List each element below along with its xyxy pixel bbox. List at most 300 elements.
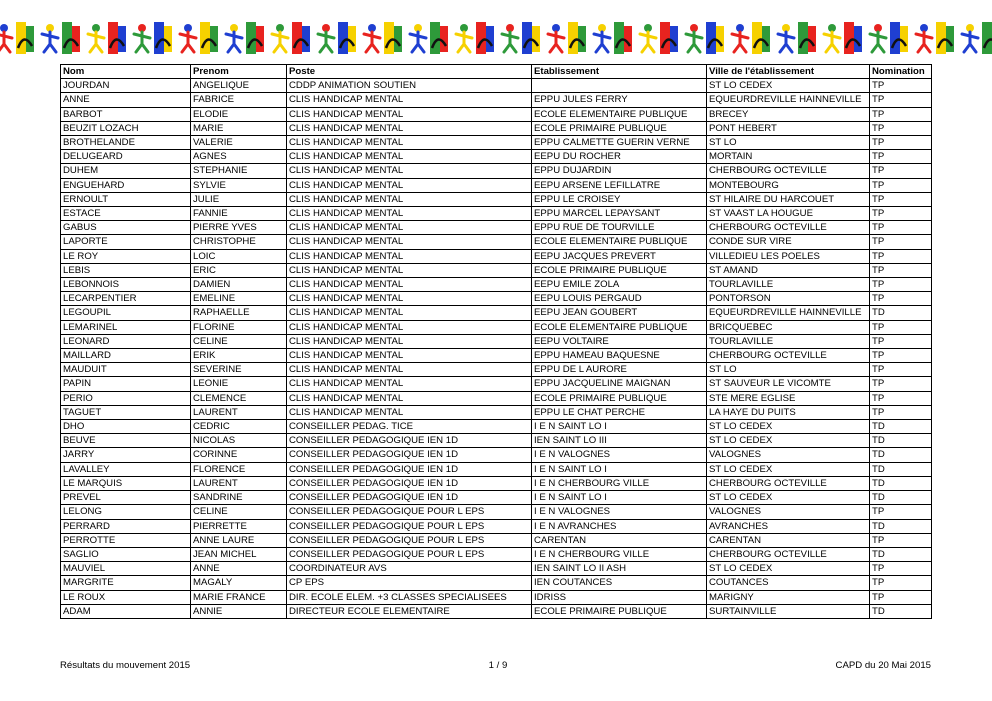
table-row [61,533,932,547]
table-cell: SYLVIE [191,178,287,192]
table-cell: LEBIS [61,263,191,277]
banner-figure-icon [318,22,356,54]
table-cell: I E N SAINT LO I [532,462,707,476]
banner-figure-icon [548,22,586,54]
table-cell: EPPU CALMETTE GUERIN VERNE [532,136,707,150]
table-cell: ENGUEHARD [61,178,191,192]
table-cell: EEPU LOUIS PERGAUD [532,292,707,306]
table-cell: CLIS HANDICAP MENTAL [287,278,532,292]
table-cell: TOURLAVILLE [707,334,870,348]
column-header: Poste [287,65,532,79]
table-cell: VALOGNES [707,448,870,462]
banner-figure-icon [364,22,402,54]
table-row [61,547,932,561]
table-cell: STEPHANIE [191,164,287,178]
banner-figure-icon [134,22,172,54]
table-row [61,604,932,618]
table-cell: SURTAINVILLE [707,604,870,618]
banner-figure-icon [410,22,448,54]
table-cell: CLIS HANDICAP MENTAL [287,207,532,221]
table-cell: LOIC [191,249,287,263]
table-cell: MARIE FRANCE [191,590,287,604]
table-row [61,79,932,93]
table-cell: FLORENCE [191,462,287,476]
table-cell: BARBOT [61,107,191,121]
table-cell: LEONARD [61,334,191,348]
table-cell: ST VAAST LA HOUGUE [707,207,870,221]
table-cell: TD [870,434,932,448]
table-cell: IDRISS [532,590,707,604]
table-cell: CLIS HANDICAP MENTAL [287,263,532,277]
table-cell: LA HAYE DU PUITS [707,405,870,419]
table-cell: CONSEILLER PEDAGOGIQUE IEN 1D [287,434,532,448]
table-cell: TP [870,292,932,306]
table-cell: MORTAIN [707,150,870,164]
table-cell: ST LO CEDEX [707,491,870,505]
table-cell: ANNE LAURE [191,533,287,547]
table-cell: CLIS HANDICAP MENTAL [287,178,532,192]
table-cell: LELONG [61,505,191,519]
table-cell: TP [870,164,932,178]
table-cell: DAMIEN [191,278,287,292]
table-cell: TP [870,505,932,519]
table-cell: EPPU RUE DE TOURVILLE [532,221,707,235]
column-header: Ville de l'établissement [707,65,870,79]
table-cell: GABUS [61,221,191,235]
table-cell: ELODIE [191,107,287,121]
table-cell: ST LO CEDEX [707,434,870,448]
table-cell: JARRY [61,448,191,462]
table-row [61,519,932,533]
table-row [61,576,932,590]
table-cell: FABRICE [191,93,287,107]
table-cell: BROTHELANDE [61,136,191,150]
table-cell: TD [870,547,932,561]
table-cell: ADAM [61,604,191,618]
table-cell: TP [870,363,932,377]
table-cell: CHERBOURG OCTEVILLE [707,164,870,178]
banner-figure-icon [778,22,816,54]
table-row [61,349,932,363]
table-cell: ECOLE PRIMAIRE PUBLIQUE [532,391,707,405]
table-cell: LEMARINEL [61,320,191,334]
table-row [61,278,932,292]
table-cell: MONTEBOURG [707,178,870,192]
table-cell: EEPU ARSENE LEFILLATRE [532,178,707,192]
table-cell: TD [870,306,932,320]
table-cell: JOURDAN [61,79,191,93]
table-cell: MARIE [191,121,287,135]
table-cell: CLIS HANDICAP MENTAL [287,306,532,320]
table-row [61,207,932,221]
table-cell: TP [870,576,932,590]
table-row [61,434,932,448]
table-cell: EPPU LE CROISEY [532,192,707,206]
table-cell: PONT HEBERT [707,121,870,135]
table-cell: CONSEILLER PEDAGOGIQUE IEN 1D [287,448,532,462]
table-cell: BRECEY [707,107,870,121]
table-cell: NICOLAS [191,434,287,448]
table-cell: CHERBOURG OCTEVILLE [707,547,870,561]
table-cell: LEONIE [191,377,287,391]
table-cell: I E N CHERBOURG VILLE [532,547,707,561]
table-cell: JEAN MICHEL [191,547,287,561]
table-row [61,562,932,576]
table-cell: PERROTTE [61,533,191,547]
table-cell: TP [870,533,932,547]
table-cell: CLIS HANDICAP MENTAL [287,249,532,263]
table-cell: EEPU JACQUES PREVERT [532,249,707,263]
table-row [61,107,932,121]
table-cell: EPPU LE CHAT PERCHE [532,405,707,419]
table-cell: EEPU JEAN GOUBERT [532,306,707,320]
table-cell: DUHEM [61,164,191,178]
table-cell: CONSEILLER PEDAGOGIQUE POUR L EPS [287,505,532,519]
table-cell: I E N SAINT LO I [532,491,707,505]
banner-figure-icon [640,22,678,54]
table-cell: CHRISTOPHE [191,235,287,249]
table-cell: TP [870,93,932,107]
table-cell: CONSEILLER PEDAGOGIQUE POUR L EPS [287,547,532,561]
table-cell: CLIS HANDICAP MENTAL [287,93,532,107]
table-cell: TP [870,562,932,576]
table-row [61,306,932,320]
banner-figure-icon [824,22,862,54]
table-cell: TD [870,448,932,462]
table-cell: CELINE [191,505,287,519]
banner-figure-icon [456,22,494,54]
table-cell: SEVERINE [191,363,287,377]
table-cell: CLIS HANDICAP MENTAL [287,391,532,405]
table-cell: CARENTAN [707,533,870,547]
table-row [61,263,932,277]
banner-figure-icon [594,22,632,54]
table-row [61,164,932,178]
table-cell: LE ROY [61,249,191,263]
table-row [61,420,932,434]
table-cell: ST LO CEDEX [707,420,870,434]
table-cell: ECOLE ELEMENTAIRE PUBLIQUE [532,107,707,121]
table-cell: CHERBOURG OCTEVILLE [707,349,870,363]
table-body [61,79,932,619]
table-row [61,491,932,505]
table-cell: ESTACE [61,207,191,221]
table-cell: EEPU VOLTAIRE [532,334,707,348]
table-cell: PREVEL [61,491,191,505]
table-cell: ST LO CEDEX [707,562,870,576]
table-cell: FLORINE [191,320,287,334]
table-cell: ST AMAND [707,263,870,277]
table-cell: CONSEILLER PEDAG. TICE [287,420,532,434]
table-cell: CHERBOURG OCTEVILLE [707,476,870,490]
table-cell: CONSEILLER PEDAGOGIQUE IEN 1D [287,476,532,490]
table-cell: BEUZIT LOZACH [61,121,191,135]
table-cell: TP [870,121,932,135]
table-cell: TAGUET [61,405,191,419]
table-cell: TP [870,107,932,121]
table-cell: DELUGEARD [61,150,191,164]
table-row [61,377,932,391]
table-cell: CLIS HANDICAP MENTAL [287,136,532,150]
table-cell: JULIE [191,192,287,206]
footer-left: Résultats du mouvement 2015 [60,660,191,671]
banner-figure-icon [686,22,724,54]
decorative-banner [0,18,992,60]
table-cell: CONSEILLER PEDAGOGIQUE POUR L EPS [287,519,532,533]
table-cell: LE ROUX [61,590,191,604]
table-row [61,391,932,405]
table-cell: CP EPS [287,576,532,590]
table-cell: I E N VALOGNES [532,448,707,462]
table-row [61,192,932,206]
table-cell: ERNOULT [61,192,191,206]
banner-figure-icon [272,22,310,54]
table-cell: ST LO CEDEX [707,462,870,476]
table-cell: CHERBOURG OCTEVILLE [707,221,870,235]
table-cell: EPPU JULES FERRY [532,93,707,107]
table-cell: LAURENT [191,405,287,419]
table-cell: PONTORSON [707,292,870,306]
table-row [61,235,932,249]
table-row [61,93,932,107]
table-row [61,292,932,306]
table-cell: CLIS HANDICAP MENTAL [287,320,532,334]
table-cell: CLIS HANDICAP MENTAL [287,121,532,135]
banner-figure-icon [916,22,954,54]
table-row [61,136,932,150]
table-cell: ST SAUVEUR LE VICOMTE [707,377,870,391]
table-cell: CELINE [191,334,287,348]
table-cell: CLIS HANDICAP MENTAL [287,221,532,235]
banner-figure-icon [226,22,264,54]
table-cell: ST LO [707,136,870,150]
banner-figure-icon [962,22,992,54]
table-cell: CORINNE [191,448,287,462]
table-cell: EQUEURDREVILLE HAINNEVILLE [707,93,870,107]
table-row [61,476,932,490]
table-cell: TP [870,249,932,263]
table-cell: ST LO CEDEX [707,79,870,93]
table-row [61,448,932,462]
table-cell: COORDINATEUR AVS [287,562,532,576]
table-cell: RAPHAELLE [191,306,287,320]
table-row [61,150,932,164]
table-cell: CLIS HANDICAP MENTAL [287,405,532,419]
banner-figures [0,18,992,60]
table-cell: MAILLARD [61,349,191,363]
banner-figure-icon [502,22,540,54]
table-cell: CONDE SUR VIRE [707,235,870,249]
table-row [61,221,932,235]
table-cell: TP [870,150,932,164]
table-row [61,405,932,419]
table-cell: ECOLE PRIMAIRE PUBLIQUE [532,604,707,618]
table-cell: VILLEDIEU LES POELES [707,249,870,263]
table-cell: SAGLIO [61,547,191,561]
table-row [61,249,932,263]
table-cell: CLIS HANDICAP MENTAL [287,377,532,391]
table-cell: EPPU MARCEL LEPAYSANT [532,207,707,221]
table-cell: CEDRIC [191,420,287,434]
table-cell: STE MERE EGLISE [707,391,870,405]
table-cell: PERIO [61,391,191,405]
table-cell: IEN COUTANCES [532,576,707,590]
table-cell: CLEMENCE [191,391,287,405]
table-cell: TP [870,263,932,277]
table-cell: I E N AVRANCHES [532,519,707,533]
table-cell: CLIS HANDICAP MENTAL [287,150,532,164]
table-cell: MAGALY [191,576,287,590]
table-cell: ST LO [707,363,870,377]
banner-figure-icon [870,22,908,54]
table-cell: TP [870,207,932,221]
table-cell: LAPORTE [61,235,191,249]
table-cell: LEBONNOIS [61,278,191,292]
table-cell: EQUEURDREVILLE HAINNEVILLE [707,306,870,320]
table-cell: COUTANCES [707,576,870,590]
table-cell: TD [870,462,932,476]
table-cell: EPPU HAMEAU BAQUESNE [532,349,707,363]
table-cell: CARENTAN [532,533,707,547]
banner-figure-icon [88,22,126,54]
table-cell: TP [870,79,932,93]
table-cell: CLIS HANDICAP MENTAL [287,192,532,206]
table-cell: ERIC [191,263,287,277]
banner-figure-icon [732,22,770,54]
table-cell: EEPU DU ROCHER [532,150,707,164]
table-cell: TP [870,405,932,419]
table-cell: CLIS HANDICAP MENTAL [287,334,532,348]
table-cell: BRICQUEBEC [707,320,870,334]
table-cell: TP [870,391,932,405]
table-cell: EPPU DUJARDIN [532,164,707,178]
table-cell: LEGOUPIL [61,306,191,320]
table-cell: DIR. ECOLE ELEM. +3 CLASSES SPECIALISEES [287,590,532,604]
table-cell: ST HILAIRE DU HARCOUET [707,192,870,206]
table-cell: MAUDUIT [61,363,191,377]
table-cell: PIERRETTE [191,519,287,533]
column-header: Prenom [191,65,287,79]
table-cell: LE MARQUIS [61,476,191,490]
table-cell: TP [870,221,932,235]
banner-figure-icon [42,22,80,54]
table-cell: FANNIE [191,207,287,221]
table-row [61,121,932,135]
table-cell: AGNES [191,150,287,164]
table-cell: SANDRINE [191,491,287,505]
table-cell: TP [870,349,932,363]
table-cell: IEN SAINT LO III [532,434,707,448]
table-cell: TP [870,192,932,206]
table-row [61,320,932,334]
table-cell: ECOLE PRIMAIRE PUBLIQUE [532,121,707,135]
table-cell: TP [870,235,932,249]
table-cell: TD [870,476,932,490]
table-cell: CONSEILLER PEDAGOGIQUE IEN 1D [287,491,532,505]
column-header: Nomination [870,65,932,79]
table-cell: TP [870,377,932,391]
table-cell: CONSEILLER PEDAGOGIQUE POUR L EPS [287,533,532,547]
table-cell: MARIGNY [707,590,870,604]
table-cell: CLIS HANDICAP MENTAL [287,107,532,121]
table-cell: TP [870,320,932,334]
table-cell: TP [870,278,932,292]
table-cell: VALERIE [191,136,287,150]
table-cell: ECOLE PRIMAIRE PUBLIQUE [532,263,707,277]
table-cell: ECOLE ELEMENTAIRE PUBLIQUE [532,320,707,334]
table-header-row [61,65,932,79]
table-cell: LAURENT [191,476,287,490]
table-cell: TP [870,178,932,192]
table-row [61,334,932,348]
table-cell: ECOLE ELEMENTAIRE PUBLIQUE [532,235,707,249]
table-cell: PERRARD [61,519,191,533]
table-cell: TP [870,136,932,150]
banner-figure-icon [180,22,218,54]
table-cell: EPPU JACQUELINE MAIGNAN [532,377,707,391]
table-cell: EMELINE [191,292,287,306]
table-cell: CLIS HANDICAP MENTAL [287,235,532,249]
table-cell: CONSEILLER PEDAGOGIQUE IEN 1D [287,462,532,476]
table-cell: LAVALLEY [61,462,191,476]
banner-figure-icon [0,22,34,54]
table-cell: AVRANCHES [707,519,870,533]
table-cell: TD [870,491,932,505]
table-cell: CDDP ANIMATION SOUTIEN [287,79,532,93]
table-cell: LECARPENTIER [61,292,191,306]
table-cell: TP [870,590,932,604]
table-row [61,363,932,377]
table-cell: I E N VALOGNES [532,505,707,519]
table-cell: PIERRE YVES [191,221,287,235]
column-header: Nom [61,65,191,79]
table-cell: TD [870,420,932,434]
table-cell: ANNIE [191,604,287,618]
table-cell: PAPIN [61,377,191,391]
page-number: 1 / 9 [488,660,508,671]
table-cell: MARGRITE [61,576,191,590]
footer-right: CAPD du 20 Mai 2015 [835,660,931,671]
table-row [61,462,932,476]
table-cell [532,79,707,93]
table-cell: DHO [61,420,191,434]
table-cell: DIRECTEUR ECOLE ELEMENTAIRE [287,604,532,618]
table-cell: I E N SAINT LO I [532,420,707,434]
table-cell: TD [870,604,932,618]
table-cell: BEUVE [61,434,191,448]
table-cell: ANNE [191,562,287,576]
table-cell: VALOGNES [707,505,870,519]
table-cell: TOURLAVILLE [707,278,870,292]
table-row [61,590,932,604]
column-header: Etablissement [532,65,707,79]
table-cell: IEN SAINT LO II ASH [532,562,707,576]
table-cell: CLIS HANDICAP MENTAL [287,292,532,306]
table-cell: MAUVIEL [61,562,191,576]
table-cell: ERIK [191,349,287,363]
table-cell: CLIS HANDICAP MENTAL [287,349,532,363]
table-cell: TP [870,334,932,348]
table-cell: I E N CHERBOURG VILLE [532,476,707,490]
table-cell: CLIS HANDICAP MENTAL [287,164,532,178]
table-cell: EEPU EMILE ZOLA [532,278,707,292]
table-cell: EPPU DE L AURORE [532,363,707,377]
table-cell: ANNE [61,93,191,107]
table-cell: CLIS HANDICAP MENTAL [287,363,532,377]
table-row [61,178,932,192]
results-table [60,64,932,619]
table-cell: TD [870,519,932,533]
